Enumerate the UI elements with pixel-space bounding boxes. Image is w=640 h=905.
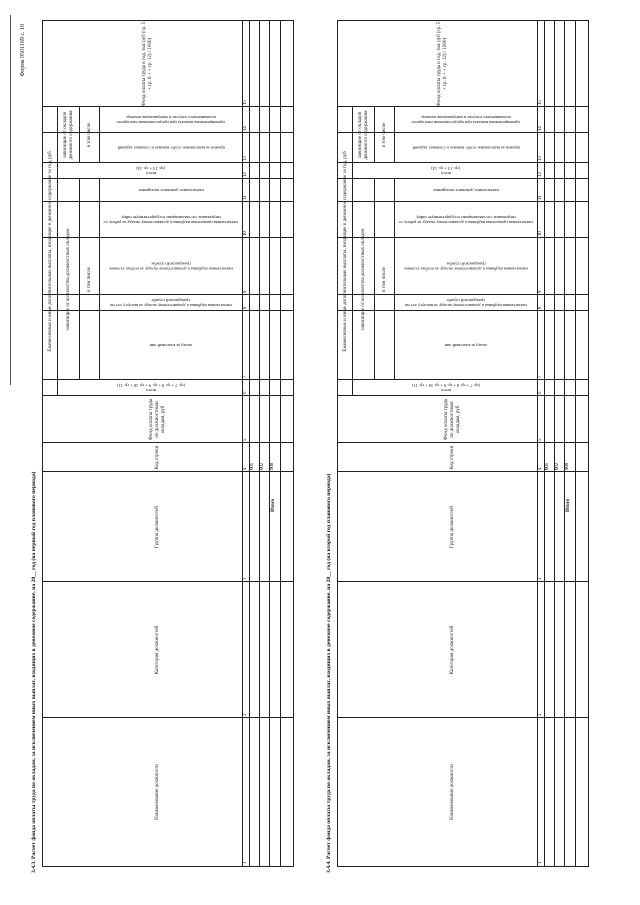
s2-col-number: 1	[538, 861, 543, 864]
s2-col-seniority: ежемесячная надбавка к должностному окладу за выслугу лет на гражданской службе	[405, 298, 527, 309]
s1-col-number: 9	[243, 290, 248, 293]
s1-row-code: 900	[270, 462, 275, 470]
s2-col-number: 4	[538, 467, 543, 470]
s1-vsego-left: всего (гр. 7 + гр. 8 + гр. 9 + гр. 10 + гр. 11)	[117, 383, 185, 394]
s1-col-monthly-bonus: ежемесячное денежное поощрение	[138, 188, 204, 194]
s2-col-number: 13	[538, 156, 543, 161]
s2-row-code: 002	[555, 462, 560, 470]
s2-col-number: 7	[538, 375, 543, 378]
s1-vsego-right: всего (гр. 13 + гр. 14)	[136, 166, 166, 177]
s1-col-number: 12	[243, 172, 248, 177]
s2-col-number: 14	[538, 126, 543, 131]
s1-col-number: 4	[243, 467, 248, 470]
s1-col-number: 15	[243, 100, 248, 105]
s1-group-title: Ежемесячные и иные дополнительные выплаты, входящие в денежное содержание за год, руб	[47, 151, 53, 352]
s2-col-important-tasks: премии за выполнение особо важных и сложных заданий	[412, 145, 520, 151]
s1-col-number: 13	[243, 156, 248, 161]
s2-col-vacation-payment: единовременная выплата при предоставлении ежегодного оплачиваемого отпуска и материальная помощь	[411, 115, 521, 126]
s2-v-tom-chisle-left: в том числе	[382, 267, 388, 292]
s1-col-category: Категория должностей	[155, 625, 161, 675]
s2-row-code: 900	[565, 462, 570, 470]
s1-col-number: 10	[243, 231, 248, 236]
s2-col-number: 11	[538, 195, 543, 200]
s2-sub-right: зависящие от окладов денежного содержания	[358, 110, 369, 160]
s1-col-number: 3	[243, 577, 248, 580]
s1-col-position-name: Наименование должности	[155, 764, 161, 820]
s2-col-number: 15	[538, 100, 543, 105]
s2-col-class-rank: оклад за классный чин	[444, 343, 488, 349]
s2-col-number: 5	[538, 438, 543, 441]
s1-sub-left: зависящие от количества должностных окладов	[66, 228, 72, 331]
form-code: Форма 0501169 с. 10	[20, 24, 26, 77]
s1-col-number: 1	[243, 861, 248, 864]
s1-row-code: 002	[260, 462, 265, 470]
s1-v-tom-chisle-right: в том числе	[87, 122, 93, 148]
s2-col-number: 12	[538, 172, 543, 177]
s2-col-special-conditions: ежемесячная надбавка к должностному окладу за особые условия гражданской службы	[404, 261, 528, 272]
s2-col-number: 6	[538, 391, 543, 394]
s2-col-position-name: Наименование должности	[450, 764, 456, 820]
s1-col-salary-fund: Фонд оплаты труда по должностным окладам, руб	[149, 398, 166, 441]
s1-col-annual-fund: Фонд оплаты труда в год, тыс руб (гр. 5 + гр. 6 + + гр. 12) / 1000)	[142, 21, 153, 107]
s2-col-annual-fund: Фонд оплаты труда в год, тыс руб (гр. 5 + гр. 6 + + гр. 12) / 1000)	[437, 21, 448, 107]
s1-sub-right: зависящие от окладов денежного содержания	[63, 110, 74, 160]
s1-col-number: 7	[243, 375, 248, 378]
s1-col-number: 11	[243, 195, 248, 200]
s1-col-seniority: ежемесячная надбавка к должностному окладу за выслугу лет на гражданской службе	[110, 298, 232, 309]
s1-col-group: Группа должностей	[155, 506, 161, 548]
section1-table	[42, 20, 294, 867]
s1-total-label: Итого	[271, 498, 276, 512]
s1-col-class-rank: оклад за классный чин	[149, 343, 193, 349]
s1-col-number: 8	[243, 306, 248, 309]
scan-edge-line	[10, 15, 11, 385]
s1-col-special-conditions: ежемесячная надбавка к должностному окладу за особые условия гражданской службы	[109, 261, 233, 272]
section1-title: 3.4.3. Расчет фонда оплаты труда по окладам, за исключением иных выплат, входящих в денежное содержание, на 20__ год (на первый год планового периода)	[31, 471, 37, 873]
s2-col-number: 8	[538, 306, 543, 309]
s2-total-label: Итого	[566, 498, 571, 512]
s1-v-tom-chisle-left: в том числе	[87, 267, 93, 292]
s1-row-code: 001	[250, 462, 255, 470]
s2-col-monthly-bonus: ежемесячное денежное поощрение	[433, 188, 499, 194]
s2-row-code: 001	[545, 462, 550, 470]
s2-group-title: Ежемесячные и иные дополнительные выплаты, входящие в денежное содержание за год, руб	[342, 151, 348, 352]
s1-col-important-tasks: премии за выполнение особо важных и сложных заданий	[117, 145, 225, 151]
s2-vsego-left: всего (гр. 7 + гр. 8 + гр. 9 + гр. 10 + гр. 11)	[412, 383, 480, 394]
s1-col-state-secret: ежемесячная процентная надбавка к должностному окладу за работу со сведениями, составляющими государственную тайну	[103, 215, 239, 226]
s1-col-number: 2	[243, 713, 248, 716]
s2-vsego-right: всего (гр. 13 + гр. 14)	[431, 166, 461, 177]
s2-col-number: 3	[538, 577, 543, 580]
s2-col-group: Группа должностей	[450, 506, 456, 548]
s1-col-vacation-payment: единовременная выплата при предоставлении ежегодного оплачиваемого отпуска и материальная помощь	[116, 115, 226, 126]
s2-col-row-code: Код строки	[450, 445, 456, 470]
s2-col-salary-fund: Фонд оплаты труда по должностным окладам, руб	[444, 398, 461, 441]
s2-col-category: Категория должностей	[450, 625, 456, 675]
s1-col-row-code: Код строки	[155, 445, 161, 470]
section2-table	[337, 20, 589, 867]
s1-col-number: 6	[243, 391, 248, 394]
s2-col-state-secret: ежемесячная процентная надбавка к должностному окладу за работу со сведениями, составляющими государственную тайну	[398, 215, 534, 226]
s2-col-number: 2	[538, 713, 543, 716]
s2-col-number: 10	[538, 231, 543, 236]
s2-v-tom-chisle-right: в том числе	[382, 122, 388, 148]
s1-col-number: 5	[243, 438, 248, 441]
s1-col-number: 14	[243, 126, 248, 131]
s2-col-number: 9	[538, 290, 543, 293]
s2-sub-left: зависящие от количества должностных окладов	[361, 228, 367, 331]
section2-title: 3.4.4. Расчет фонда оплаты труда по окладам, за исключением иных выплат, входящих в денежное содержание, на 20__ год (на второй год планового периода)	[326, 473, 332, 873]
